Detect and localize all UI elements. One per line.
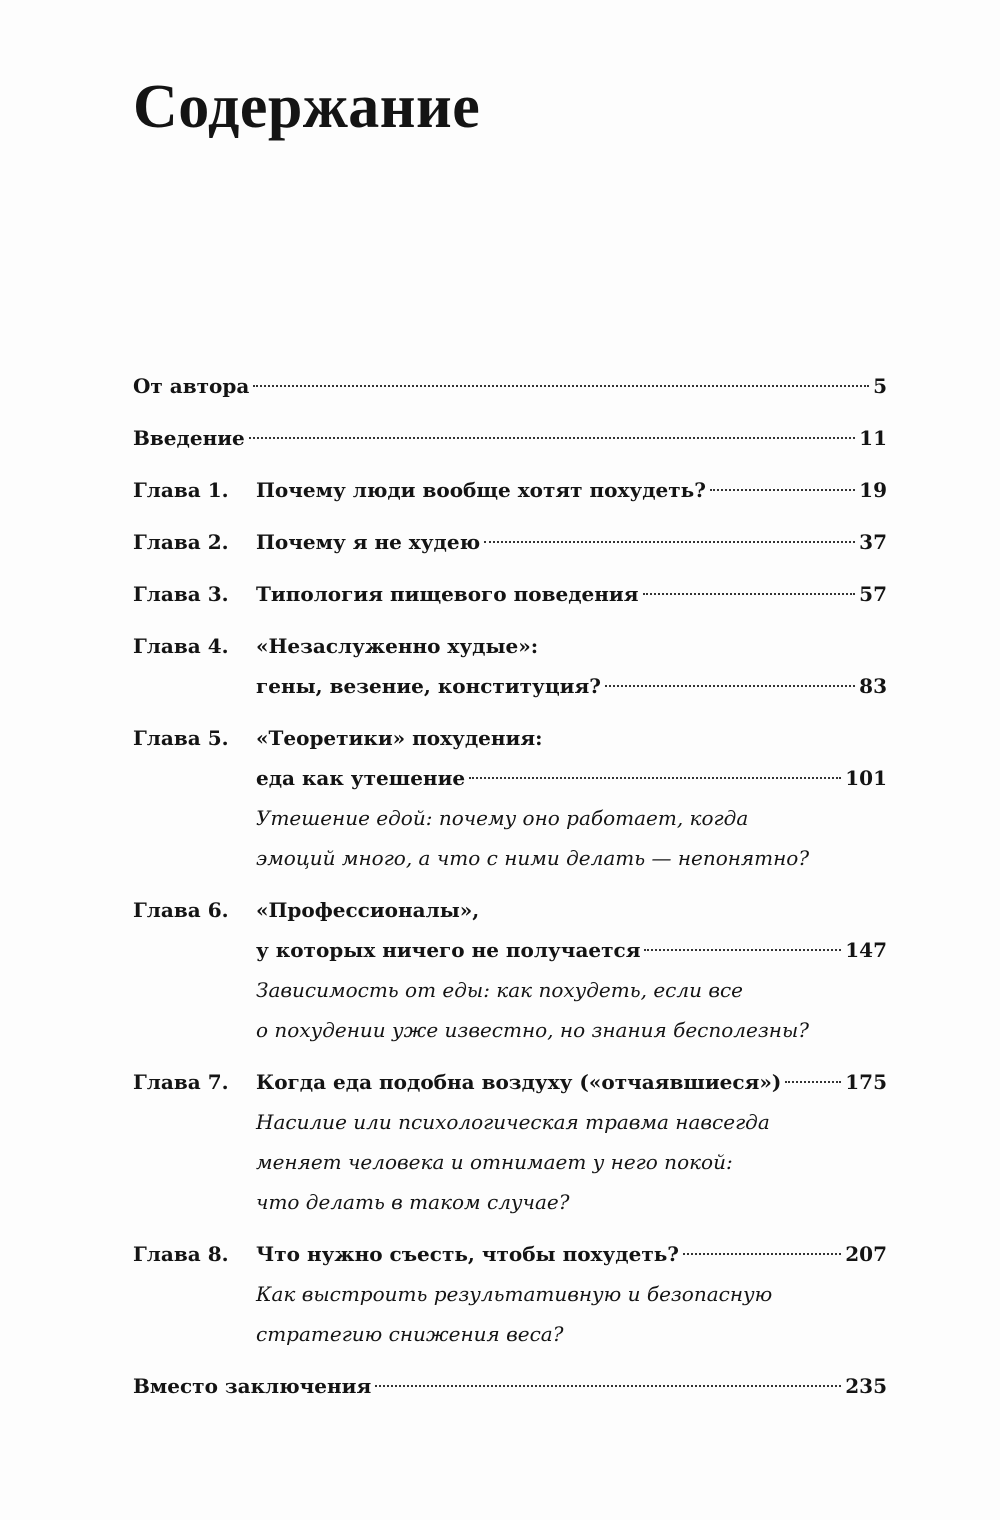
dot-leader: [644, 949, 841, 951]
entry-subtitle: о похудении уже известно, но знания бесполезны?: [256, 1018, 809, 1042]
entry-subtitle: меняет человека и отнимает у него покой:: [256, 1150, 733, 1174]
page-number: 5: [873, 374, 887, 398]
entry-subtitle: эмоций много, а что с ними делать — непонятно?: [256, 846, 810, 870]
entry-body: [133, 418, 887, 458]
chapter-label: Глава 7.: [133, 1070, 229, 1094]
chapter-label: Глава 5.: [133, 726, 229, 750]
entry-leader-line[interactable]: [133, 366, 887, 406]
entry-title[interactable]: Почему люди вообще хотят похудеть?: [256, 478, 706, 502]
dot-leader: [605, 685, 855, 687]
dot-leader: [710, 489, 855, 491]
page-number: 207: [845, 1242, 887, 1266]
entry-body: [133, 1366, 887, 1406]
page-number: 11: [859, 426, 887, 450]
entry-leader-line[interactable]: [133, 418, 887, 458]
dot-leader: [249, 437, 855, 439]
dot-leader: [785, 1081, 841, 1083]
toc-entry[interactable]: [133, 574, 887, 614]
toc-entry[interactable]: [133, 890, 887, 1050]
page-number: 147: [845, 938, 887, 962]
entry-subtitle: Насилие или психологическая травма навсегда: [256, 1110, 770, 1134]
page-title: Содержание: [133, 73, 481, 141]
entry-title[interactable]: Типология пищевого поведения: [256, 582, 639, 606]
toc-entry[interactable]: [133, 626, 887, 706]
entry-body: [256, 718, 887, 878]
entry-spacer: [133, 458, 887, 470]
entry-title[interactable]: Вместо заключения: [133, 1374, 372, 1398]
page-number: 175: [845, 1070, 887, 1094]
page-number: 37: [859, 530, 887, 554]
toc-entry[interactable]: [133, 1062, 887, 1222]
chapter-label: Глава 6.: [133, 898, 229, 922]
chapter-label: Глава 1.: [133, 478, 229, 502]
dot-leader: [375, 1385, 841, 1387]
entry-body: [256, 890, 887, 1050]
chapter-label: Глава 3.: [133, 582, 229, 606]
entry-body: [133, 366, 887, 406]
table-of-contents: [133, 366, 887, 1418]
entry-spacer: [133, 510, 887, 522]
page-number: 57: [859, 582, 887, 606]
page-number: 101: [845, 766, 887, 790]
entry-leader-line[interactable]: [256, 666, 887, 706]
entry-spacer: [133, 1354, 887, 1366]
page-number: 19: [859, 478, 887, 502]
dot-leader: [484, 541, 855, 543]
entry-subtitle: что делать в таком случае?: [256, 1190, 570, 1214]
entry-title[interactable]: Что нужно съесть, чтобы похудеть?: [256, 1242, 680, 1266]
entry-title[interactable]: Введение: [133, 426, 245, 450]
entry-title[interactable]: Когда еда подобна воздуху («отчаявшиеся»): [256, 1070, 782, 1094]
entry-body: [256, 522, 887, 562]
entry-spacer: [133, 406, 887, 418]
entry-leader-line[interactable]: [256, 930, 887, 970]
entry-subtitle: Утешение едой: почему оно работает, когда: [256, 806, 749, 830]
dot-leader: [469, 777, 841, 779]
entry-spacer: [133, 1406, 887, 1418]
entry-spacer: [133, 614, 887, 626]
entry-title[interactable]: гены, везение, конституция?: [256, 674, 601, 698]
entry-spacer: [133, 562, 887, 574]
entry-leader-line[interactable]: [133, 1366, 887, 1406]
entry-spacer: [133, 706, 887, 718]
entry-title[interactable]: Почему я не худею: [256, 530, 481, 554]
entry-body: [256, 1234, 887, 1354]
entry-body: [256, 574, 887, 614]
entry-title-line: «Профессионалы»,: [256, 898, 480, 922]
page-number: 235: [845, 1374, 887, 1398]
entry-subtitle: Как выстроить результативную и безопасную: [256, 1282, 773, 1306]
entry-spacer: [133, 878, 887, 890]
entry-title-line: «Теоретики» похудения:: [256, 726, 543, 750]
page-number: 83: [859, 674, 887, 698]
entry-leader-line[interactable]: [256, 1234, 887, 1274]
entry-body: [256, 470, 887, 510]
entry-leader-line[interactable]: [256, 574, 887, 614]
entry-title[interactable]: у которых ничего не получается: [256, 938, 641, 962]
toc-entry[interactable]: [133, 1366, 887, 1406]
entry-title[interactable]: От автора: [133, 374, 250, 398]
entry-spacer: [133, 1050, 887, 1062]
chapter-label: Глава 2.: [133, 530, 229, 554]
dot-leader: [683, 1253, 841, 1255]
toc-entry[interactable]: [133, 522, 887, 562]
chapter-label: Глава 4.: [133, 634, 229, 658]
entry-leader-line[interactable]: [256, 758, 887, 798]
entry-leader-line[interactable]: [256, 1062, 887, 1102]
entry-spacer: [133, 1222, 887, 1234]
toc-entry[interactable]: [133, 718, 887, 878]
dot-leader: [253, 385, 869, 387]
entry-body: [256, 626, 887, 706]
toc-entry[interactable]: [133, 418, 887, 458]
entry-body: [256, 1062, 887, 1222]
toc-entry[interactable]: [133, 470, 887, 510]
entry-subtitle: Зависимость от еды: как похудеть, если все: [256, 978, 744, 1002]
toc-entry[interactable]: [133, 366, 887, 406]
toc-entry[interactable]: [133, 1234, 887, 1354]
entry-subtitle: стратегию снижения веса?: [256, 1322, 564, 1346]
entry-leader-line[interactable]: [256, 470, 887, 510]
entry-title[interactable]: еда как утешение: [256, 766, 466, 790]
chapter-label: Глава 8.: [133, 1242, 229, 1266]
entry-title-line: «Незаслуженно худые»:: [256, 634, 539, 658]
dot-leader: [643, 593, 856, 595]
entry-leader-line[interactable]: [256, 522, 887, 562]
